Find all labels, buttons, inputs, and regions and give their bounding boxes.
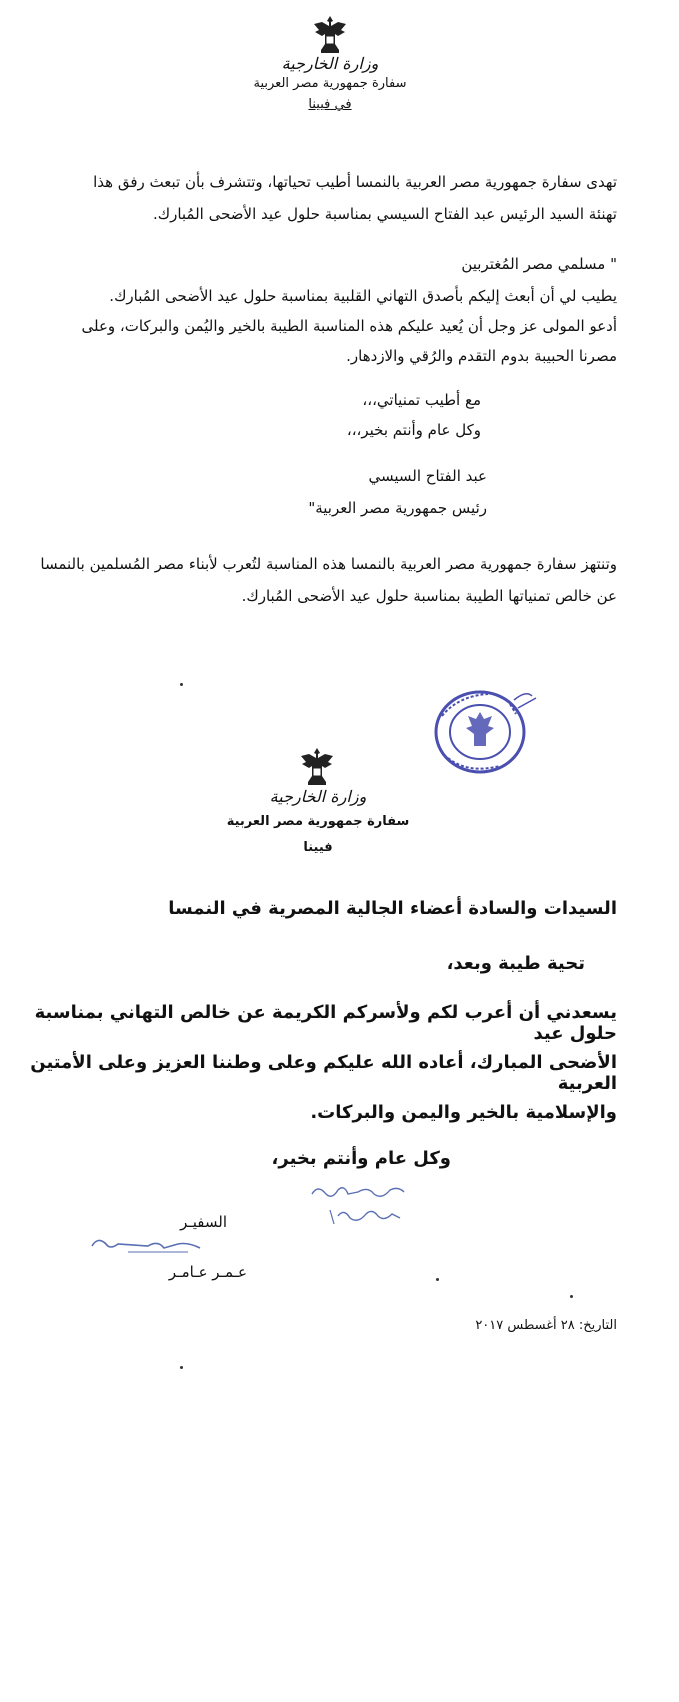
- body-line-2: أدعو المولى عز وجل أن يُعيد عليكم هذه المناسبة الطيبة بالخير واليُمن والبركات، وعلى: [81, 317, 617, 335]
- embassy-seal-stamp-icon: [428, 686, 538, 776]
- signer-name: عبد الفتاح السيسي: [368, 467, 487, 485]
- document-date: التاريخ: ٢٨ أغسطس ٢٠١٧: [475, 1318, 617, 1333]
- salutation: السيدات والسادة أعضاء الجالية المصرية في النمسا: [168, 898, 617, 919]
- city-name-1: في فيينا: [308, 97, 352, 112]
- body-line-1: يطيب لي أن أبعث إليكم بأصدق التهاني القلبية بمناسبة حلول عيد الأضحى المُبارك.: [109, 287, 617, 305]
- ambassador-name: عـمـر عـامـر: [168, 1263, 247, 1281]
- speck: [180, 683, 183, 686]
- handwritten-note-signature: [308, 1180, 408, 1230]
- letter2-body-line-1: يسعدني أن أعرب لكم ولأسركم الكريمة عن خالص التهاني بمناسبة حلول عيد: [34, 1002, 617, 1044]
- address-line: " مسلمي مصر المُغتربين: [461, 255, 617, 273]
- closing-line-2: وكل عام وأنتم بخير،،،: [346, 421, 481, 439]
- signer-title: رئيس جمهورية مصر العربية": [308, 499, 487, 517]
- intro-line-2: تهنئة السيد الرئيس عبد الفتاح السيسي بمناسبة حلول عيد الأضحى المُبارك.: [152, 205, 617, 223]
- closing-line-1: مع أطيب تمنياتي،،،: [362, 391, 481, 409]
- embassy-name-2: سفارة جمهورية مصر العربية: [226, 814, 410, 829]
- embassy-name-1: سفارة جمهورية مصر العربية: [253, 76, 407, 91]
- speck: [436, 1278, 439, 1281]
- outro-line-1: وتنتهز سفارة جمهورية مصر العربية بالنمسا هذه المناسبة لتُعرب لأبناء مصر المُسلمين بالنمسا: [40, 555, 617, 573]
- ministry-name-1: وزارة الخارجية: [281, 54, 379, 73]
- greeting: تحية طيبة وبعد،: [446, 953, 585, 974]
- ambassador-label: السفيـر: [180, 1213, 227, 1231]
- body-line-3: مصرنا الحبيبة بدوم التقدم والرُقي والازدهار.: [346, 347, 617, 365]
- ministry-name-2: وزارة الخارجية: [269, 787, 367, 806]
- speck: [570, 1295, 573, 1298]
- outro-line-2: عن خالص تمنياتها الطيبة بمناسبة حلول عيد الأضحى المُبارك.: [241, 587, 617, 605]
- letter2-body-line-3: والإسلامية بالخير واليمن والبركات.: [310, 1102, 617, 1123]
- eagle-emblem-icon: [298, 746, 336, 786]
- city-name-2: فيينا: [303, 840, 333, 855]
- intro-line-1: تهدى سفارة جمهورية مصر العربية بالنمسا أطيب تحياتها، وتتشرف بأن تبعث رفق هذا: [93, 173, 617, 191]
- letter2-body-line-2: الأضحى المبارك، أعاده الله عليكم وعلى وطننا العزيز وعلى الأمتين العربية: [30, 1052, 617, 1094]
- letter2-closing: وكل عام وأنتم بخير،: [271, 1148, 451, 1169]
- eagle-emblem-icon: [311, 14, 349, 54]
- speck: [180, 1366, 183, 1369]
